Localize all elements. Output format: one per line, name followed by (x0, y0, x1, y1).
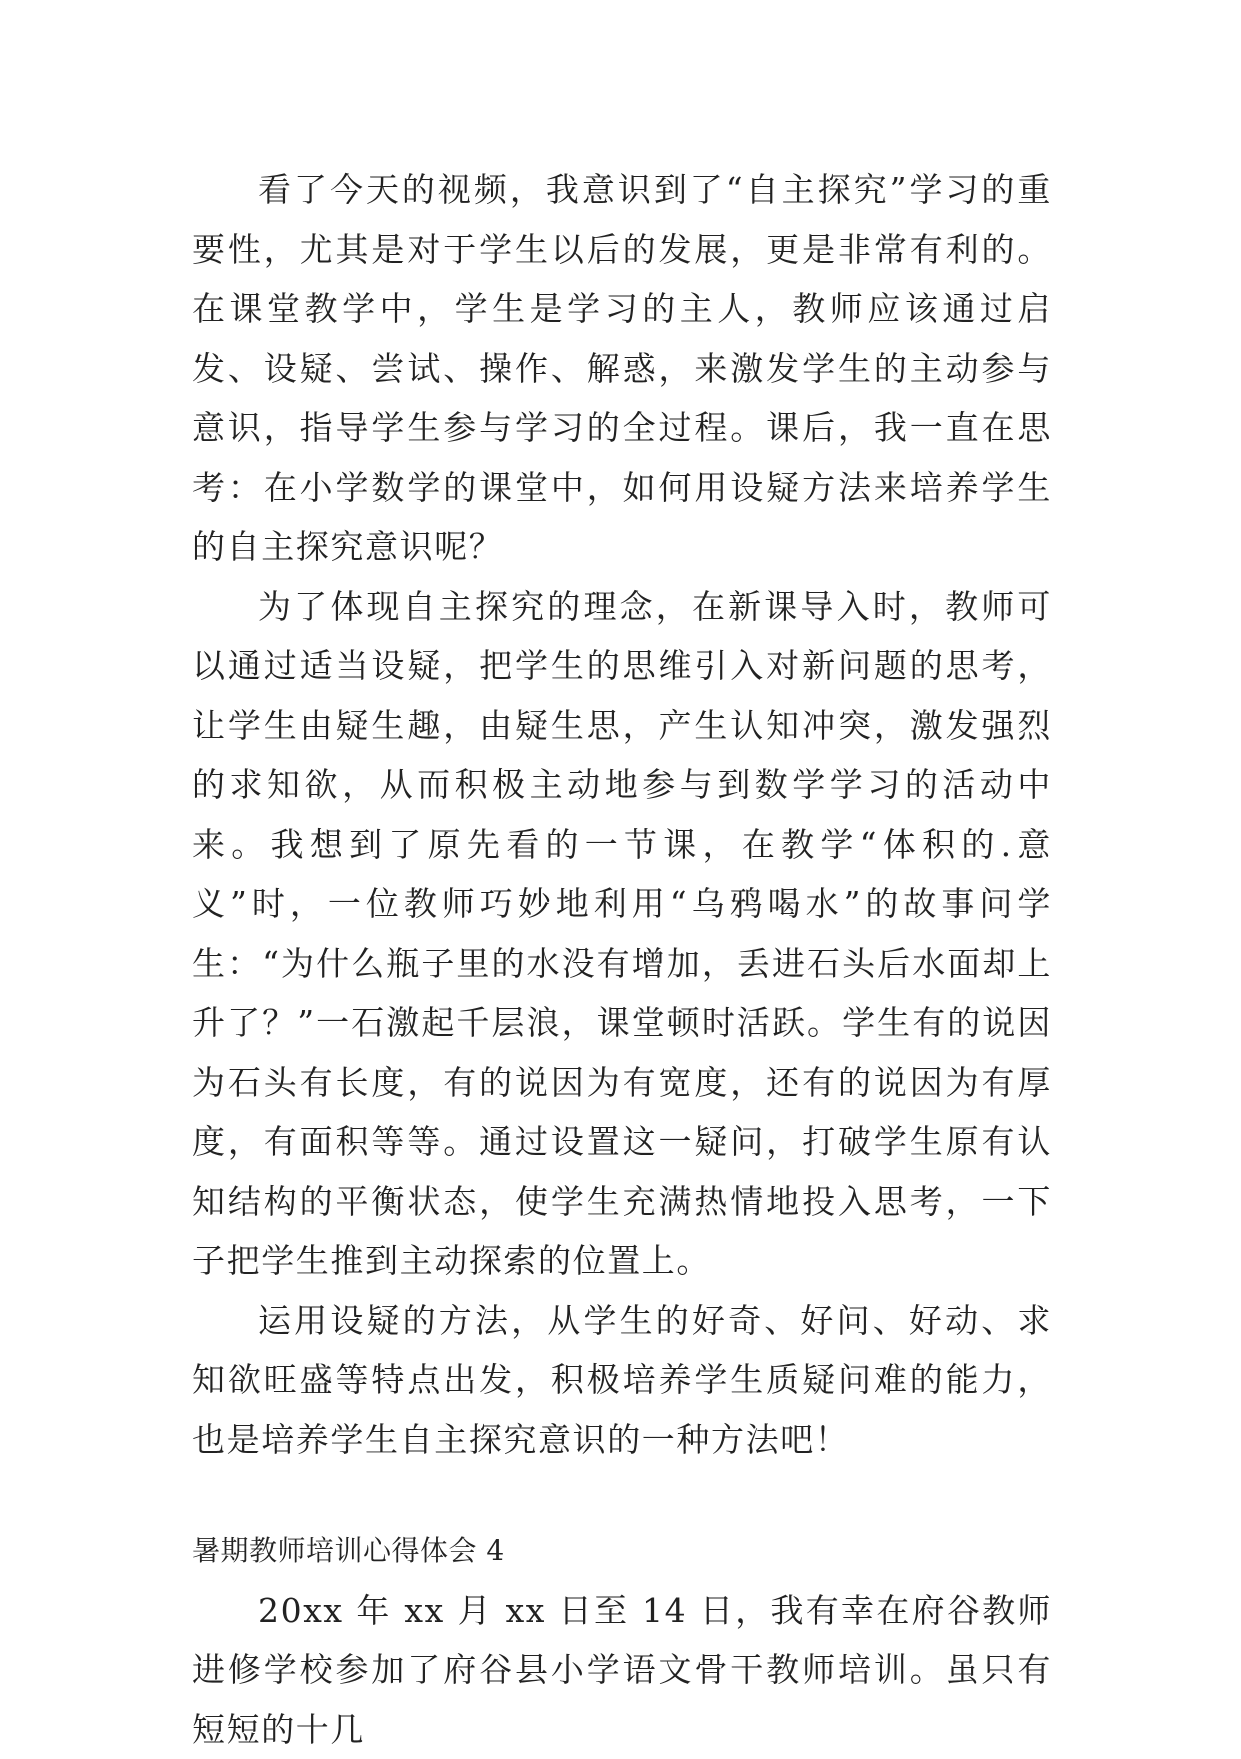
section-paragraph-1: 20xx 年 xx 月 xx 日至 14 日，我有幸在府谷教师进修学校参加了府谷县小学语文骨干教师培训。虽只有短短的十几 (192, 1581, 1052, 1759)
paragraph-1: 看了今天的视频，我意识到了“自主探究”学习的重要性，尤其是对于学生以后的发展，更是非常有利的。在课堂教学中，学生是学习的主人，教师应该通过启发、设疑、尝试、操作、解惑，来激发学生的主动参与意识，指导学生参与学习的全过程。课后，我一直在思考：在小学数学的课堂中，如何用设疑方法来培养学生的自主探究意识呢？ (192, 160, 1052, 577)
paragraph-3: 运用设疑的方法，从学生的好奇、好问、好动、求知欲旺盛等特点出发，积极培养学生质疑问难的能力，也是培养学生自主探究意识的一种方法吧！ (192, 1291, 1052, 1470)
paragraph-2: 为了体现自主探究的理念，在新课导入时，教师可以通过适当设疑，把学生的思维引入对新问题的思考，让学生由疑生趣，由疑生思，产生认知冲突，激发强烈的求知欲，从而积极主动地参与到数学学习的活动中来。我想到了原先看的一节课，在教学“体积的.意义”时，一位教师巧妙地利用“乌鸦喝水”的故事问学生：“为什么瓶子里的水没有增加，丢进石头后水面却上升了？”一石激起千层浪，课堂顿时活跃。学生有的说因为石头有长度，有的说因为有宽度，还有的说因为有厚度，有面积等等。通过设置这一疑问，打破学生原有认知结构的平衡状态，使学生充满热情地投入思考，一下子把学生推到主动探索的位置上。 (192, 577, 1052, 1291)
section-heading: 暑期教师培训心得体会 4 (192, 1521, 1052, 1581)
document-body (192, 160, 1052, 1759)
